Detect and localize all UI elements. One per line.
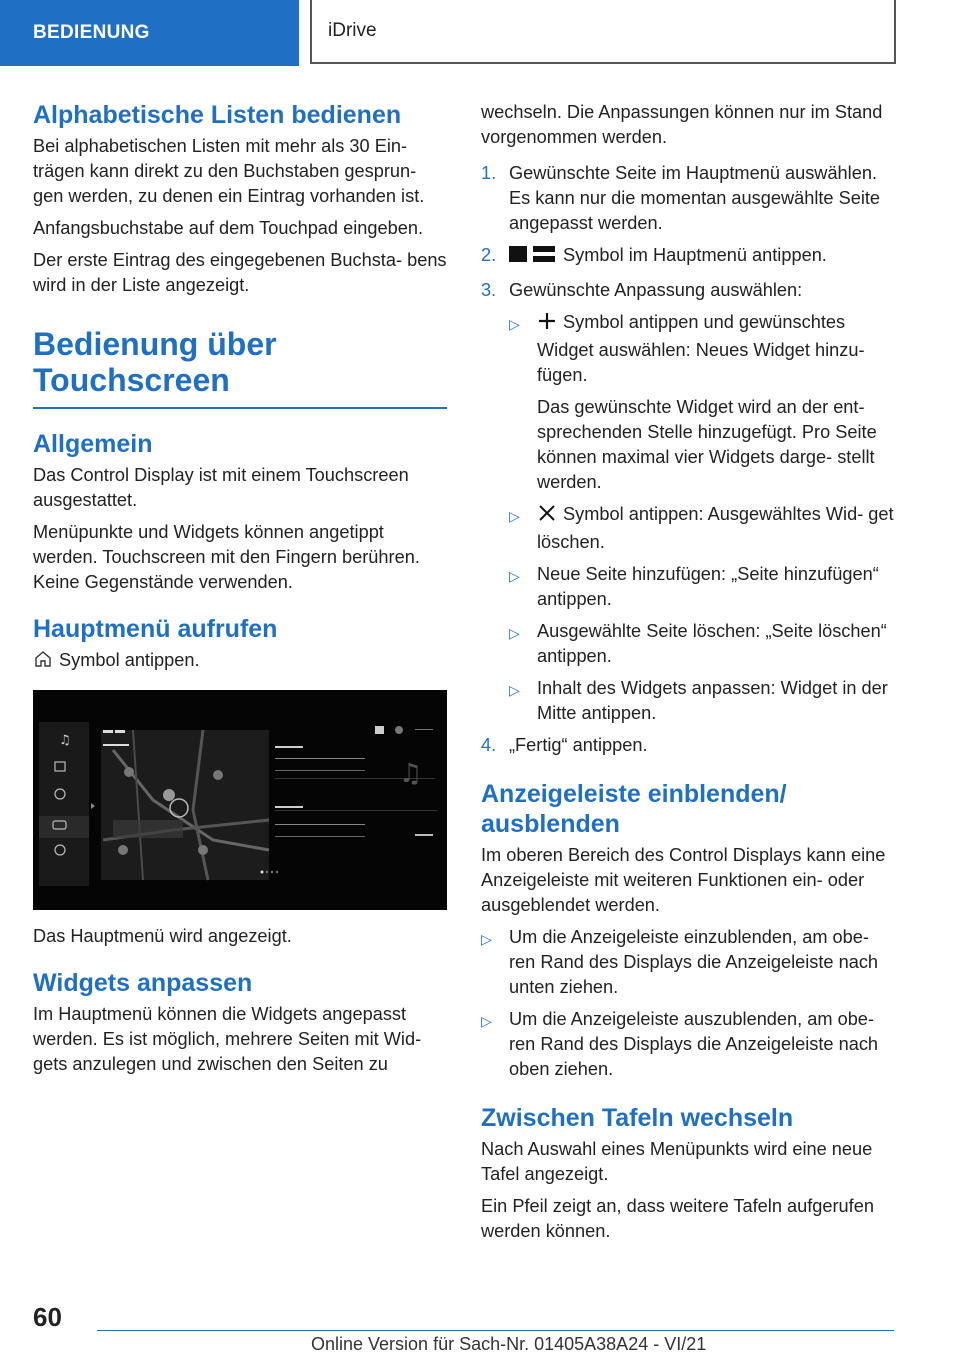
triangle-bullet-icon: ▷ [509,625,520,641]
substep-text: Inhalt des Widgets anpassen: Widget in der Mitte antippen. [537,678,888,723]
list-item [481,1007,896,1082]
step-number: 4. [481,735,497,755]
triangle-bullet-icon: ▷ [509,316,520,332]
paragraph [33,648,447,676]
substeps-list [509,310,896,726]
steps-list [481,161,896,303]
footer-version-text: Online Version für Sach-Nr. 01405A38A24 - VI/21 [311,1334,707,1354]
paragraph: wechseln. Die Anpassungen können nur im Stand vorgenommen werden. [481,102,883,147]
svg-text:♫: ♫ [399,758,423,789]
step-number: 3. [481,280,497,300]
footer-divider [97,1330,894,1331]
heading-main-menu: Hauptmenü aufrufen [33,614,278,643]
heading-alphabetical-lists: Alphabetische Listen bedienen [33,101,402,129]
list-item [481,278,896,303]
paragraph: Nach Auswahl eines Menüpunkts wird eine neue Tafel angezeigt. [481,1139,873,1184]
header-section-label: BEDIENUNG [0,0,299,66]
header-chapter-label: iDrive [310,0,896,64]
paragraph: Der erste Eintrag des eingegebenen Buchsta‐ bens wird in der Liste angezeigt. [33,250,447,295]
list-item [509,310,896,388]
heading-touchscreen: Bedienung über Touchscreen [33,327,447,409]
close-icon [537,503,557,530]
layout-icon [509,244,557,271]
list-item-text: Um die Anzeigeleiste einzublenden, am obe‐ ren Rand des Displays die Anzeigeleiste nach unten ziehen. [509,927,879,997]
triangle-bullet-icon: ▷ [509,508,520,524]
paragraph: Menüpunkte und Widgets können angetippt werden. Touchscreen mit den Fingern berühren. Keine Gegenstände verwenden. [33,521,420,592]
paragraph-text: Symbol antippen. [59,649,200,670]
list-item [537,395,896,495]
list-item [509,619,896,669]
list-item [481,243,896,271]
paragraph: Das Control Display ist mit einem Touchscreen ausgestattet. [33,464,409,510]
substep-text: Symbol antippen: Ausgewähltes Wid‐ get löschen. [537,504,894,552]
heading-display-bar: Anzeigeleiste einblenden/ ausblenden [481,780,787,838]
paragraph: Anfangsbuchstabe auf dem Touchpad eingeben. [33,218,423,238]
substep-text: Symbol antippen und gewünschtes Widget auswählen: Neues Widget hinzu‐ fügen. [537,312,865,385]
paragraph: Ein Pfeil zeigt an, dass weitere Tafeln aufgerufen werden können. [481,1196,874,1241]
image-caption: Das Hauptmenü wird angezeigt. [33,925,292,946]
home-icon [33,649,53,676]
step-text: Gewünschte Anpassung auswählen: [509,280,803,300]
list-item [481,161,896,236]
steps-list-end [481,733,896,758]
paragraph: Im Hauptmenü können die Widgets angepasst werden. Es ist möglich, mehrere Seiten mit Wid‐ gets anzulegen und zwischen den Seiten zu [33,1003,422,1074]
heading-widgets: Widgets anpassen [33,968,253,997]
plus-icon [537,311,557,338]
list-item [481,733,896,758]
triangle-bullet-icon: ▷ [509,568,520,584]
step-text: „Fertig“ antippen. [509,735,648,755]
list-item [509,676,896,726]
page-number: 60 [33,1302,62,1332]
triangle-bullet-icon: ▷ [481,931,492,947]
list-item-text: Um die Anzeigeleiste auszublenden, am obe‐ ren Rand des Displays die Anzeigeleiste nach oben ziehen. [509,1009,879,1079]
substep-text: Neue Seite hinzufügen: „Seite hinzufügen“ antippen. [537,564,879,609]
paragraph: Bei alphabetischen Listen mit mehr als 30 Ein‐ trägen kann direkt zu den Buchstaben gesprun‐ gen werden, zu denen ein Eintrag vorhanden ist. [33,136,425,206]
step-number: 1. [481,163,497,183]
left-column [33,100,447,1084]
right-column [481,100,896,1251]
substep-text: Ausgewählte Seite löschen: „Seite löschen“ antippen. [537,621,887,666]
paragraph: Im oberen Bereich des Control Displays kann eine Anzeigeleiste mit weiteren Funktionen ein‐ oder ausgeblendet werden. [481,845,886,915]
list-item [509,502,896,555]
triangle-bullet-icon: ▷ [481,1013,492,1029]
list-item [509,562,896,612]
heading-switch-panels: Zwischen Tafeln wechseln [481,1104,794,1132]
main-menu-screenshot [33,690,447,910]
display-bar-list [481,925,896,1082]
list-item [481,925,896,1000]
substep-note: Das gewünschte Widget wird an der ent‐ sprechenden Stelle hinzugefügt. Pro Seite können maximal vier Widgets darge‐ stellt werden. [537,397,877,492]
heading-general: Allgemein [33,429,153,458]
step-text: Symbol im Hauptmenü antippen. [563,245,827,265]
svg-text:♫: ♫ [59,732,71,748]
step-number: 2. [481,245,497,265]
triangle-bullet-icon: ▷ [509,682,520,698]
step-text: Gewünschte Seite im Hauptmenü auswählen. Es kann nur die momentan ausgewählte Seite angepasst werden. [509,163,881,233]
